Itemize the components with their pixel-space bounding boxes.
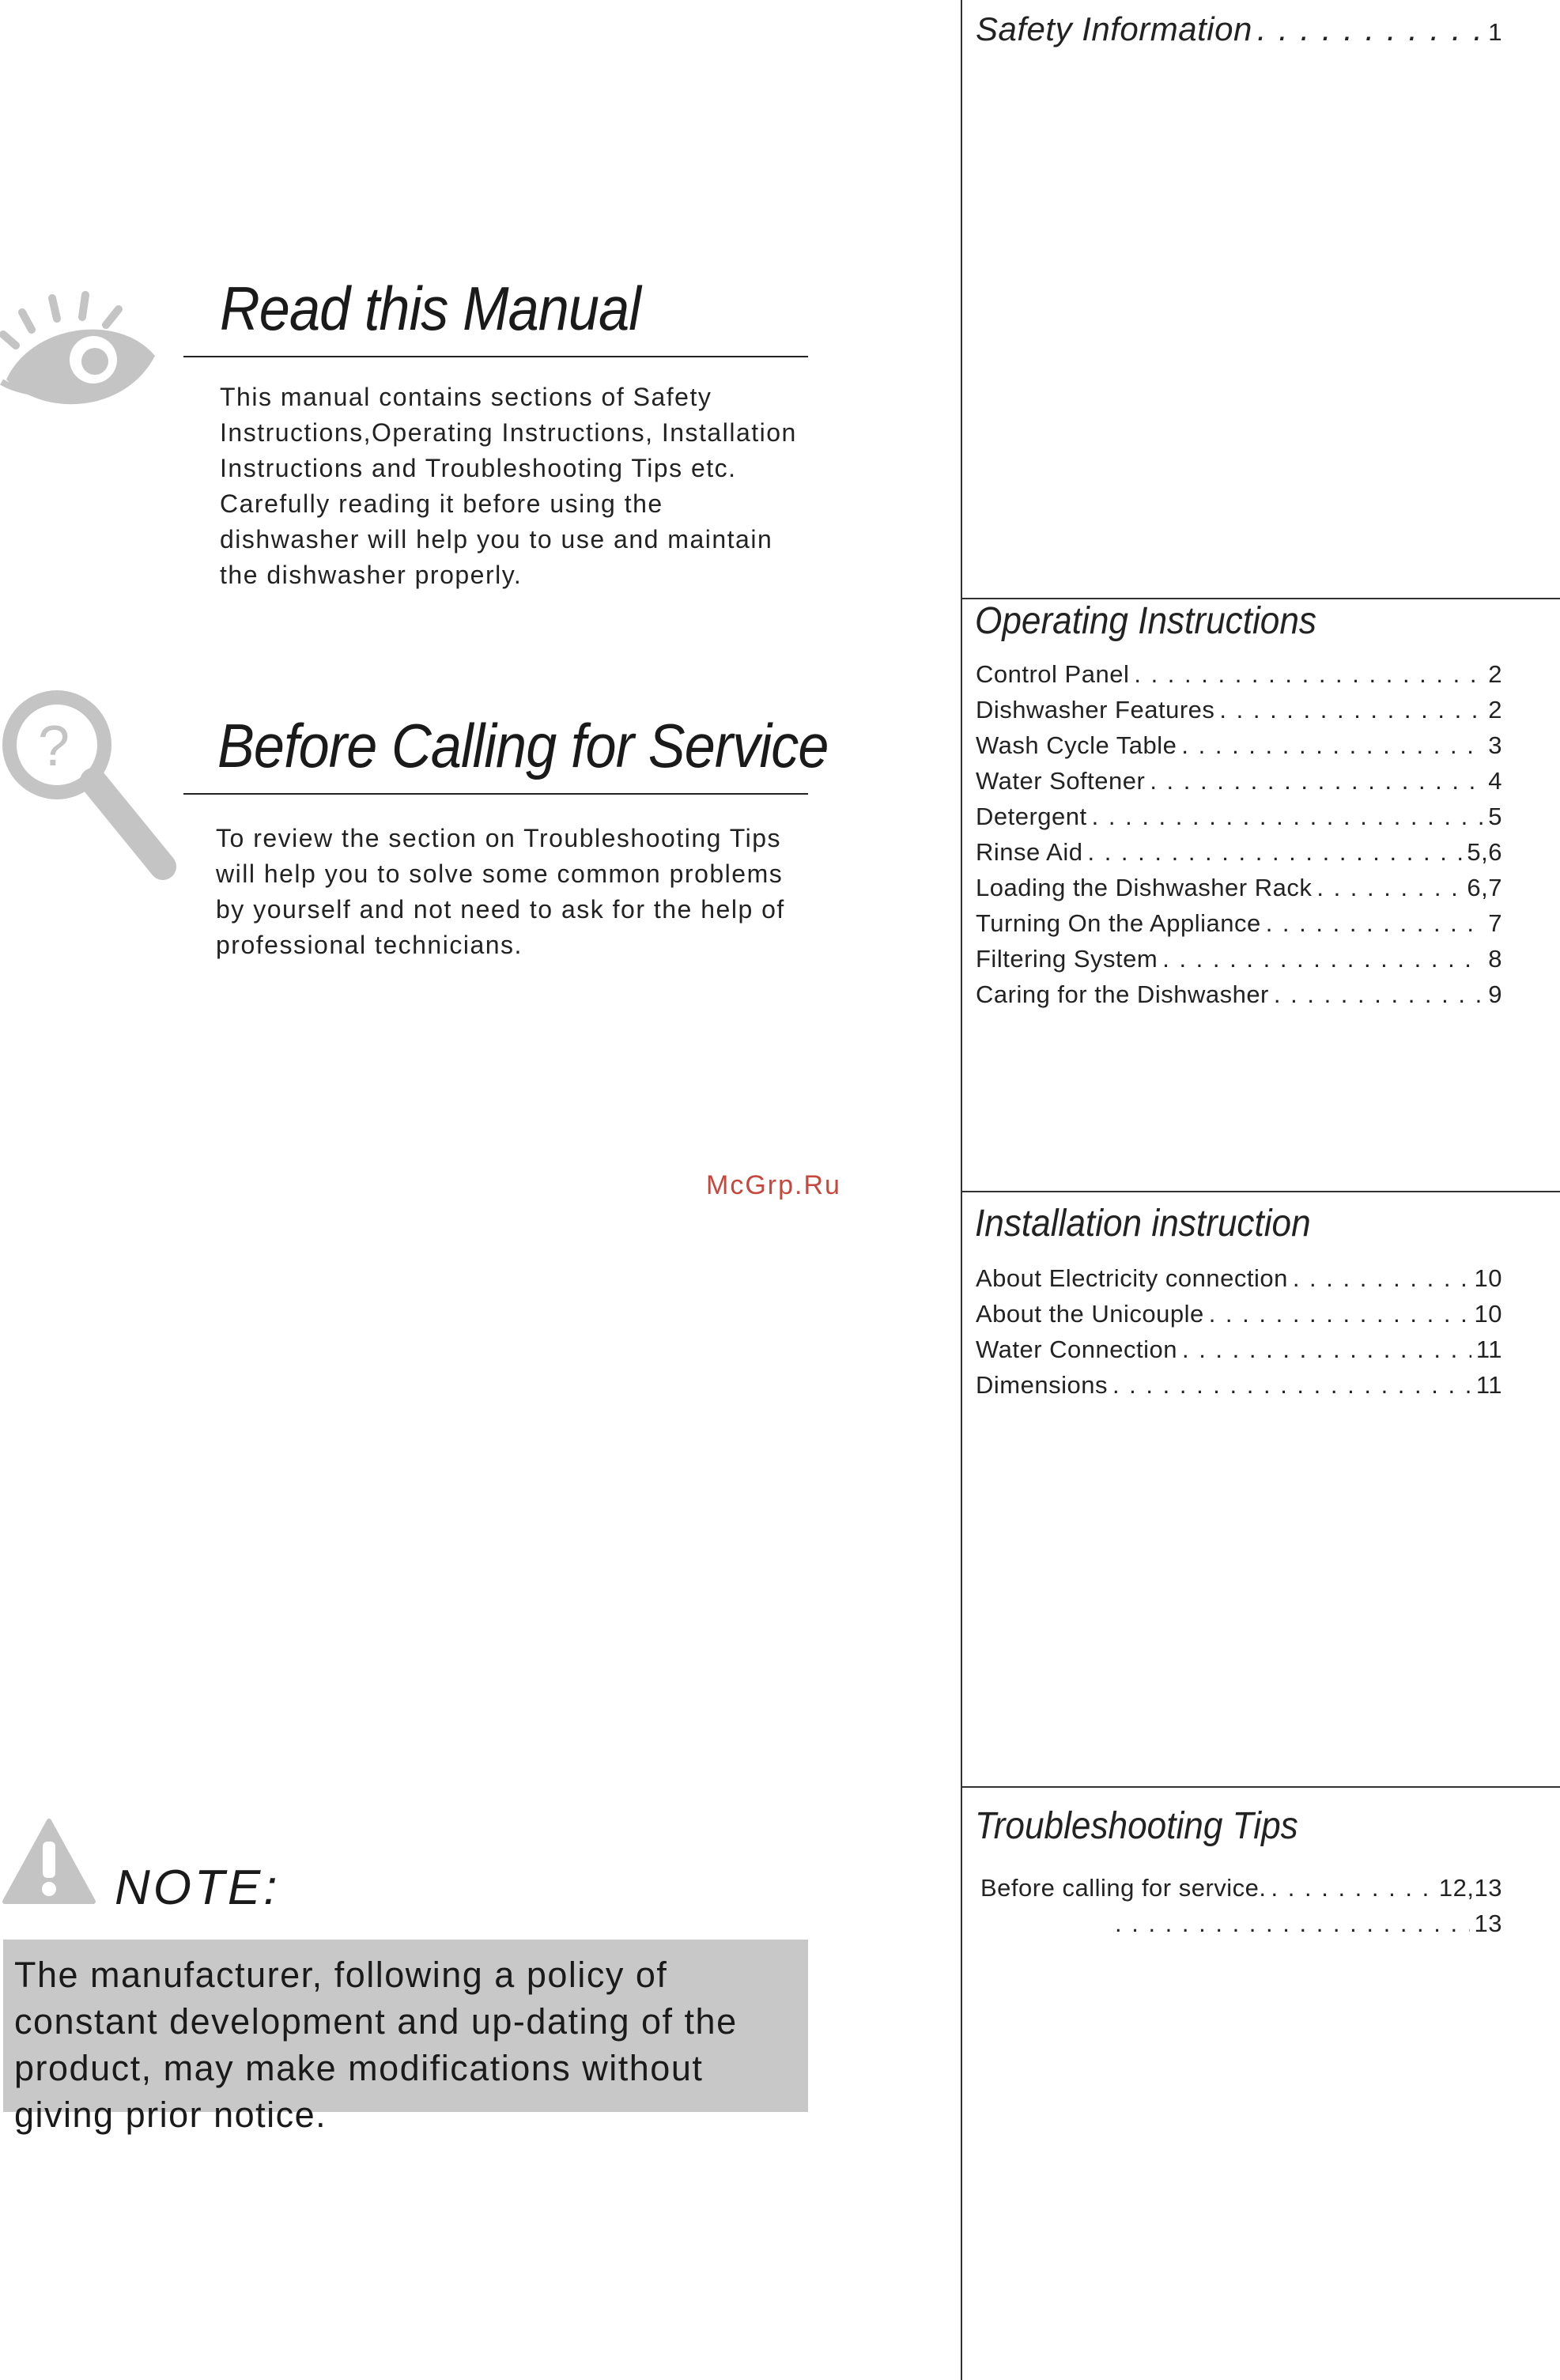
toc-item[interactable] xyxy=(976,763,1502,799)
toc-item[interactable] xyxy=(976,656,1502,692)
read-manual-text: This manual contains sections of Safety Instructions,Operating Instructions, Installation Instructions and Troubleshooting Tips etc. Carefully reading it before using the dishwasher will help you to use and maintain the dishwasher properly. xyxy=(220,383,797,589)
toc-item-page: 6,7 xyxy=(1467,874,1502,901)
note-text: The manufacturer, following a policy of constant development and up-dating of the product, may make modifications without giving prior notice. xyxy=(14,1955,738,2135)
toc-safety xyxy=(976,11,1502,47)
toc-leader xyxy=(1134,656,1483,692)
toc-item-label: Detergent xyxy=(976,803,1087,830)
toc-item-page: 12,13 xyxy=(1438,1874,1502,1902)
warning-icon xyxy=(2,1816,96,1907)
toc-item[interactable] xyxy=(976,905,1502,941)
note-title: NOTE: xyxy=(115,1861,281,1915)
toc-item-label: Water Connection xyxy=(976,1335,1177,1363)
toc-leader xyxy=(1112,1367,1471,1403)
toc-item-page: 8 xyxy=(1488,945,1502,973)
toc-item[interactable] xyxy=(976,1332,1502,1367)
toc-item-page: 4 xyxy=(1488,767,1502,795)
toc-item-label: Loading the Dishwasher Rack xyxy=(976,874,1313,901)
toc-leader xyxy=(1209,1296,1470,1332)
toc-item[interactable] xyxy=(976,977,1502,1012)
toc-item-page: 2 xyxy=(1488,660,1502,688)
toc-leader xyxy=(1182,1332,1471,1367)
toc-leader xyxy=(1257,11,1483,47)
toc-item-page: 7 xyxy=(1488,909,1502,937)
troubleshooting-title: Troubleshooting Tips xyxy=(975,1805,1298,1847)
toc-item[interactable] xyxy=(976,834,1502,870)
section-divider-troubleshooting xyxy=(962,1786,1560,1788)
toc-leader xyxy=(1219,692,1483,727)
toc-item-page: 2 xyxy=(1488,696,1502,723)
read-manual-title: Read this Manual xyxy=(220,274,640,343)
toc-item-label: About the Unicouple xyxy=(976,1300,1204,1328)
section-divider-installation xyxy=(962,1191,1560,1192)
toc-item-page: 10 xyxy=(1474,1264,1502,1292)
toc-item-label: About Electricity connection xyxy=(976,1264,1288,1292)
toc-leader xyxy=(1150,763,1483,799)
toc-item-page: 10 xyxy=(1474,1300,1502,1328)
toc-item-label: Before calling for service. xyxy=(980,1874,1267,1902)
toc-item-label: Dishwasher Features xyxy=(976,696,1215,723)
toc-item-label: Caring for the Dishwasher xyxy=(976,980,1269,1008)
toc-item-page: 5,6 xyxy=(1467,838,1502,866)
toc-item-page: 9 xyxy=(1488,980,1502,1008)
toc-item[interactable] xyxy=(976,727,1502,763)
column-divider xyxy=(961,0,962,2380)
toc-leader xyxy=(1316,870,1462,905)
read-manual-rule xyxy=(183,356,808,357)
toc-item-page: 1 xyxy=(1488,18,1502,46)
toc-troubleshooting xyxy=(980,1870,1502,1941)
toc-item-page: 11 xyxy=(1475,1371,1502,1399)
toc-item-label: Dimensions xyxy=(976,1371,1108,1399)
toc-item-label: Water Softener xyxy=(976,767,1146,795)
svg-text:?: ? xyxy=(38,715,70,778)
toc-leader xyxy=(1181,727,1483,763)
toc-item-page: 11 xyxy=(1475,1335,1502,1363)
toc-item[interactable] xyxy=(976,799,1502,834)
toc-leader xyxy=(1087,834,1462,870)
toc-item-label: Control Panel xyxy=(976,660,1130,688)
toc-item-label: Safety Information xyxy=(976,10,1252,47)
toc-item[interactable] xyxy=(980,1906,1502,1941)
toc-item-label: Wash Cycle Table xyxy=(976,731,1177,759)
eye-icon xyxy=(0,281,158,431)
toc-item[interactable] xyxy=(980,1870,1502,1906)
toc-item-page: 5 xyxy=(1488,803,1502,830)
toc-item-label: Turning On the Appliance xyxy=(976,909,1261,937)
toc-item-label: Rinse Aid xyxy=(976,838,1083,866)
toc-item[interactable] xyxy=(976,941,1502,977)
toc-installation xyxy=(976,1260,1502,1403)
watermark-text: McGrp.Ru xyxy=(706,1170,841,1200)
toc-leader xyxy=(1293,1260,1470,1296)
toc-item[interactable] xyxy=(976,870,1502,905)
toc-item-page: 13 xyxy=(1474,1910,1502,1937)
toc-leader xyxy=(1274,977,1483,1012)
toc-item-label: Filtering System xyxy=(976,945,1158,973)
toc-leader xyxy=(1115,1906,1470,1941)
toc-leader xyxy=(1162,941,1483,977)
toc-item[interactable] xyxy=(976,11,1502,47)
toc-leader xyxy=(1271,1870,1434,1906)
before-calling-text: To review the section on Troubleshooting Tips will help you to solve some common problems by yourself and not need to ask for the help of professional technicians. xyxy=(216,824,785,959)
before-calling-rule xyxy=(183,793,808,795)
before-calling-title: Before Calling for Service xyxy=(217,711,829,780)
toc-item[interactable] xyxy=(976,1367,1502,1403)
toc-leader xyxy=(1266,905,1484,941)
operating-title: Operating Instructions xyxy=(975,600,1317,642)
toc-item[interactable] xyxy=(976,1260,1502,1296)
toc-item-page: 3 xyxy=(1488,731,1502,759)
toc-item[interactable] xyxy=(976,1296,1502,1332)
magnifier-question-icon xyxy=(0,688,182,886)
installation-title: Installation instruction xyxy=(975,1203,1311,1245)
toc-operating xyxy=(976,656,1502,1012)
toc-item[interactable] xyxy=(976,692,1502,727)
toc-leader xyxy=(1092,799,1484,834)
